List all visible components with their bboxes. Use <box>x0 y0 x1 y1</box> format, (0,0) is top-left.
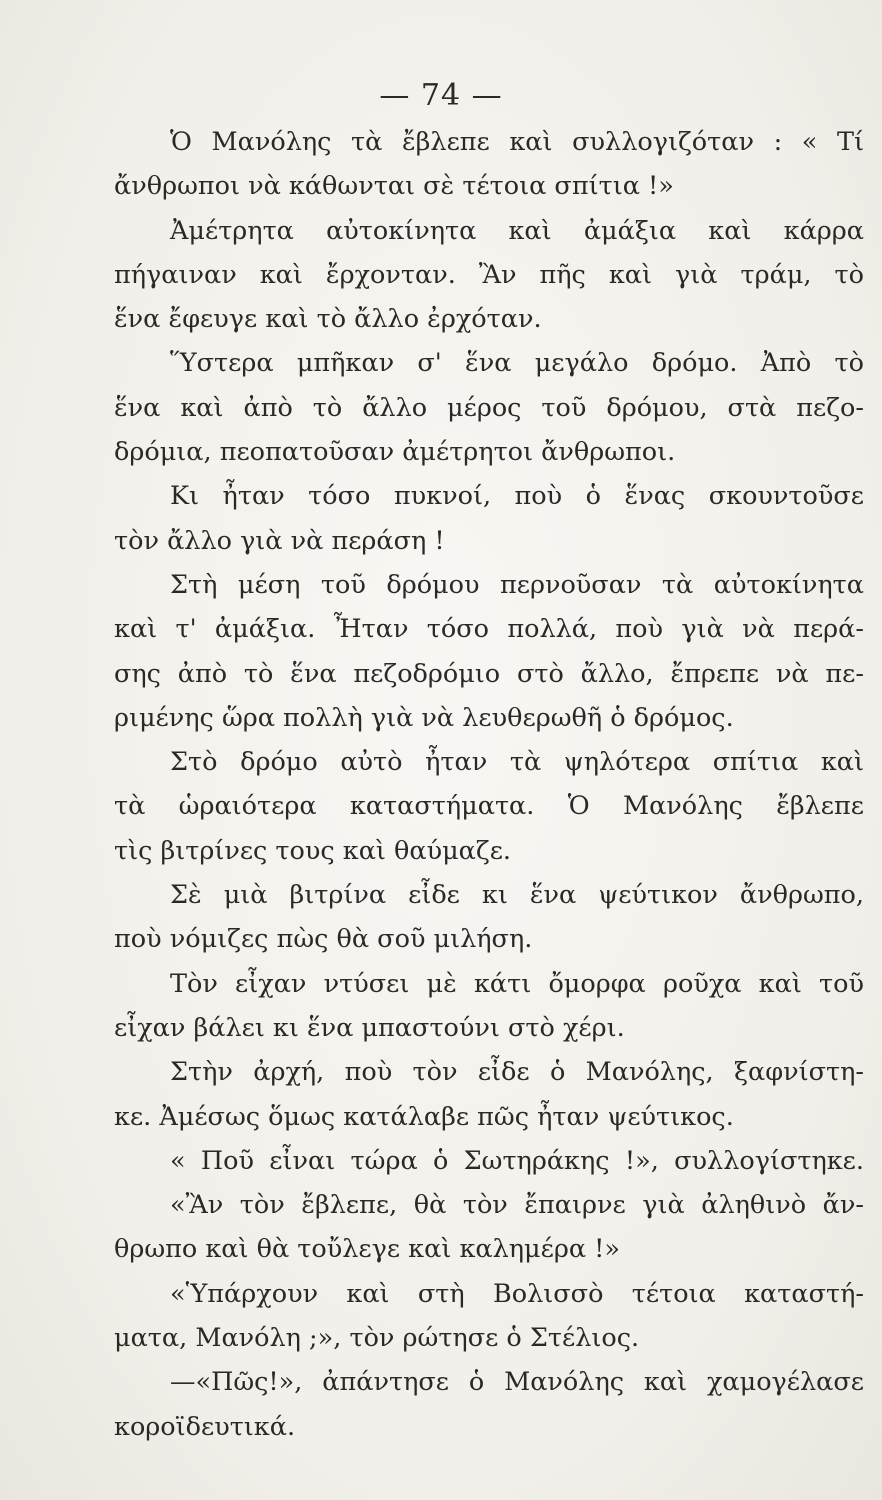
page-number: — 74 — <box>379 78 503 113</box>
text-line: Κι ἦταν τόσο πυκνοί, ποὺ ὁ ἕνας σκουντοῦσε <box>170 481 864 512</box>
text-line: Σὲ μιὰ βιτρίνα εἶδε κι ἕνα ψεύτικον ἄνθρωπο, <box>170 880 864 911</box>
text-line: ριμένης ὥρα πολλὴ γιὰ νὰ λευθερωθῆ ὁ δρόμος. <box>114 702 734 733</box>
text-line: τὰ ὡραιότερα καταστήματα. Ὁ Μανόλης ἔβλεπε <box>114 791 864 822</box>
text-line: Ἀμέτρητα αὐτοκίνητα καὶ ἀμάξια καὶ κάρρα <box>170 215 864 246</box>
text-line: τὸν ἄλλο γιὰ νὰ περάση ! <box>114 525 445 556</box>
text-line: «Ἂν τὸν ἔβλεπε, θὰ τὸν ἔπαιρνε γιὰ ἀληθινὸ ἄν- <box>170 1190 864 1221</box>
page-text <box>114 120 864 1449</box>
text-line: Ὁ Μανόλης τὰ ἔβλεπε καὶ συλλογιζόταν : « Τί <box>170 127 864 157</box>
text-line: πήγαιναν καὶ ἔρχονταν. Ἂν πῆς καὶ γιὰ τράμ, τὸ <box>114 259 864 290</box>
text-line: καὶ τ' ἀμάξια. Ἦταν τόσο πολλά, ποὺ γιὰ νὰ περά- <box>114 614 864 645</box>
text-line: Στὴν ἀρχή, ποὺ τὸν εἶδε ὁ Μανόλης, ξαφνίστη- <box>170 1057 864 1088</box>
text-line: ποὺ νόμιζες πὼς θὰ σοῦ μιλήση. <box>114 924 533 955</box>
text-line: ἕνα καὶ ἀπὸ τὸ ἄλλο μέρος τοῦ δρόμου, στὰ πεζο- <box>114 392 864 423</box>
text-line: —«Πῶς!», ἀπάντησε ὁ Μανόλης καὶ χαμογέλασε <box>170 1367 864 1398</box>
text-line: κε. Ἀμέσως ὅμως κατάλαβε πῶς ἦταν ψεύτικος. <box>114 1101 734 1132</box>
text-line: Τὸν εἶχαν ντύσει μὲ κάτι ὄμορφα ροῦχα καὶ τοῦ <box>170 968 864 999</box>
text-line: θρωπο καὶ θὰ τοὔλεγε καὶ καλημέρα !» <box>114 1234 620 1265</box>
text-line: ματα, Μανόλη ;», τὸν ρώτησε ὁ Στέλιος. <box>114 1323 640 1354</box>
text-line: ἄνθρωποι νὰ κάθωνται σὲ τέτοια σπίτια !» <box>114 171 674 202</box>
text-line: εἶχαν βάλει κι ἕνα μπαστούνι στὸ χέρι. <box>114 1012 625 1043</box>
text-line: Στὸ δρόμο αὐτὸ ἦταν τὰ ψηλότερα σπίτια καὶ <box>170 747 864 778</box>
text-line: τὶς βιτρίνες τους καὶ θαύμαζε. <box>114 835 512 866</box>
text-line: Ὕστερα μπῆκαν σ' ἕνα μεγάλο δρόμο. Ἀπὸ τὸ <box>170 348 864 379</box>
text-line: ἕνα ἔφευγε καὶ τὸ ἄλλο ἐρχόταν. <box>114 304 542 335</box>
text-line: « Ποῦ εἶναι τώρα ὁ Σωτηράκης !», συλλογίστηκε. <box>170 1145 864 1176</box>
text-line: «Ὑπάρχουν καὶ στὴ Βολισσὸ τέτοια καταστή- <box>170 1278 864 1309</box>
text-line: δρόμια, πεοπατοῦσαν ἀμέτρητοι ἄνθρωποι. <box>114 437 676 468</box>
text-line: σης ἀπὸ τὸ ἕνα πεζοδρόμιο στὸ ἄλλο, ἔπρεπε νὰ πε- <box>114 658 864 689</box>
text-line: κοροϊδευτικά. <box>114 1411 296 1442</box>
text-line: Στὴ μέση τοῦ δρόμου περνοῦσαν τὰ αὐτοκίνητα <box>170 569 864 600</box>
